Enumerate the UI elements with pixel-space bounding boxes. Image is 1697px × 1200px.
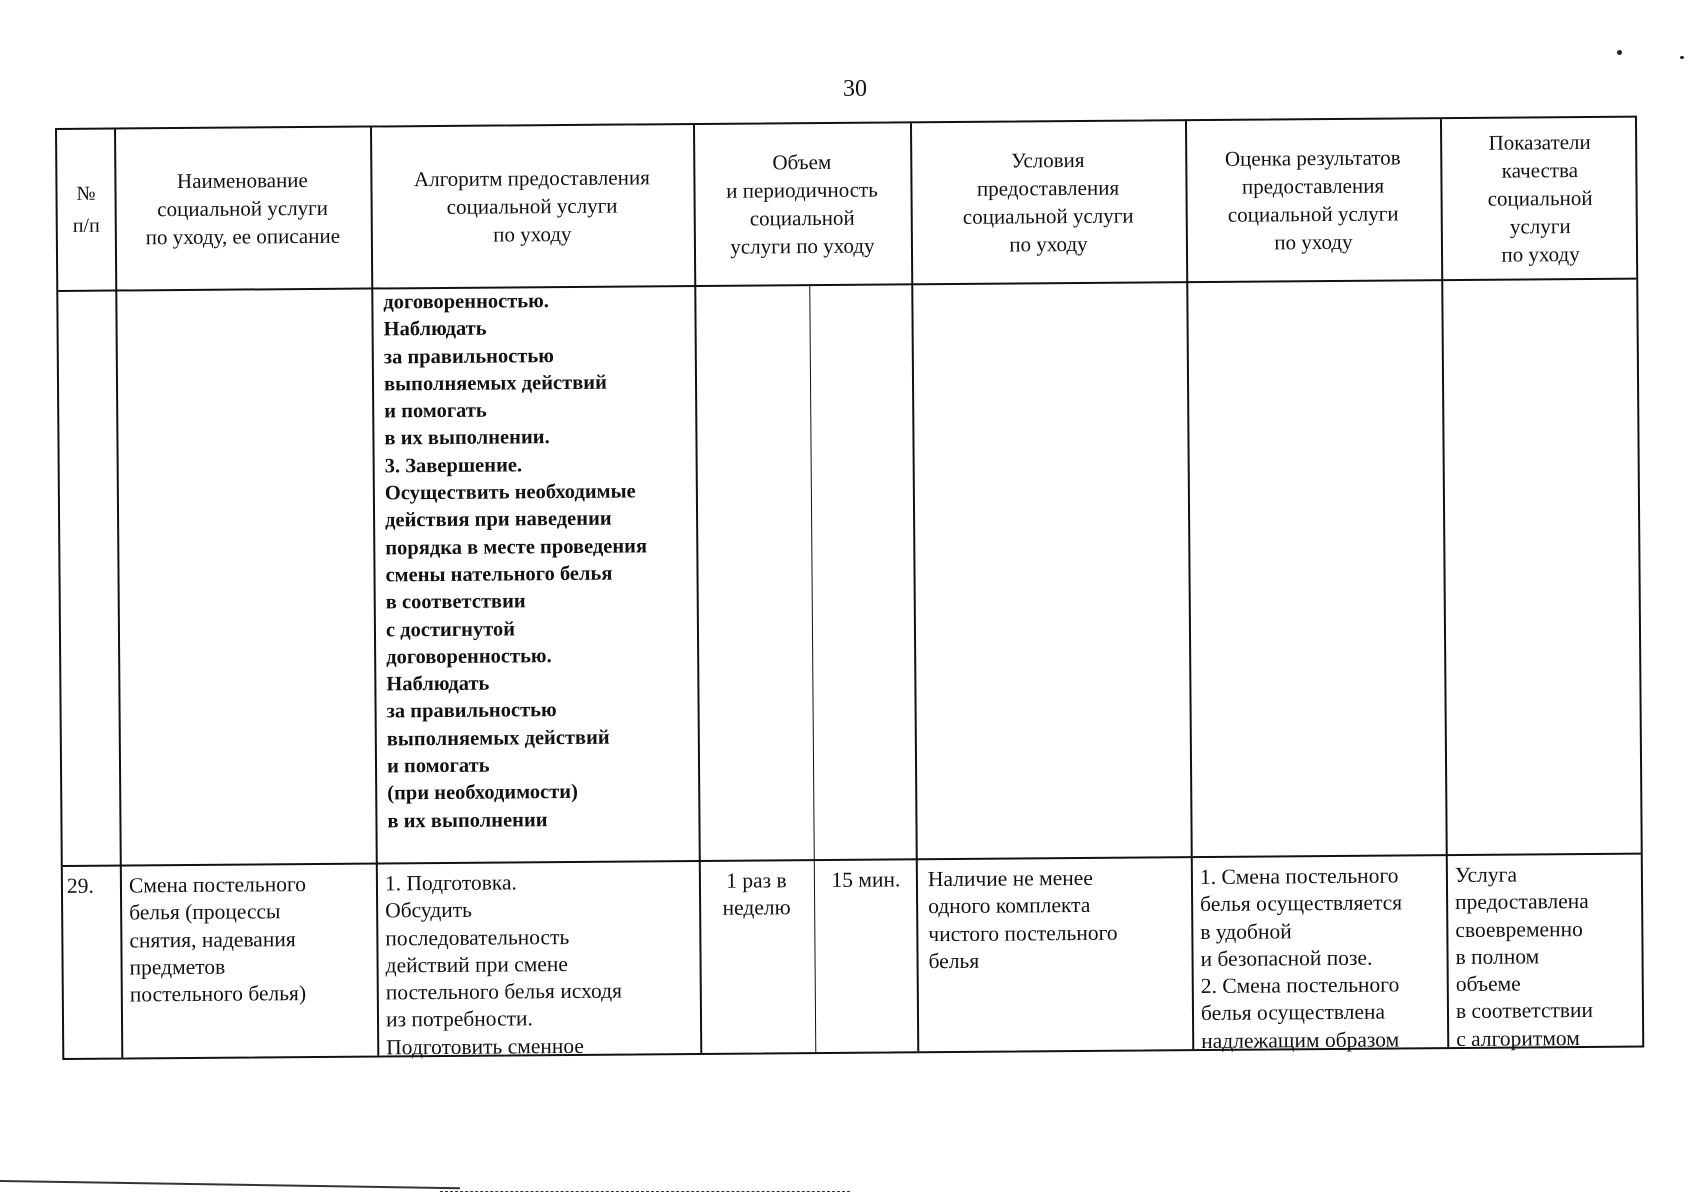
row-29-quality: Услуга предоставлена своевременно в полном объеме в соответствии с алгоритмом	[1454, 862, 1594, 1051]
page-number: 30	[843, 76, 867, 102]
header-quality: Показатели качества социальной услуги по уходу	[1487, 129, 1593, 267]
scan-speck	[1680, 56, 1684, 59]
scan-speck	[1617, 50, 1622, 55]
services-table	[55, 116, 1644, 1060]
scan-artifact-line	[440, 1191, 850, 1192]
row-29-evaluation: 1. Смена постельного белья осуществляется в удобной и безопасной позе. 2. Смена постельного белья осуществлена надлежащим образом	[1199, 863, 1403, 1053]
row-29-service-name: Смена постельного белья (процессы снятия, надевания предметов постельного белья)	[128, 872, 307, 1007]
row-29-conditions: Наличие не менее одного комплекта чистого постельного белья	[927, 865, 1118, 974]
subcolumn-rule	[809, 284, 816, 1052]
row-29-number: 29.	[66, 873, 94, 898]
header-evaluation: Оценка результатов предоставления социальной услуги по уходу	[1224, 145, 1401, 255]
header-algorithm: Алгоритм предоставления социальной услуги по уходу	[413, 165, 650, 247]
header-service-name: Наименование социальной услуги по уходу, ее описание	[145, 168, 341, 250]
row-29-duration: 15 мин.	[831, 867, 901, 892]
header-conditions: Условия предоставления социальной услуги по уходу	[962, 147, 1134, 257]
continuation-algorithm-text: договоренностью. Наблюдать за правильностью выполняемых действий и помогать в их выполнении. 3. Завершение. Осуществить необходимые действия при наведении порядка в месте проведения смены нательного белья в соответствии с достигнутой договоренностью. Наблюдать за правильностью выполняемых действий и помогать (при необходимости) в их выполнении	[383, 290, 648, 833]
row-29-algorithm: 1. Подготовка. Обсудить последовательность действий при смене постельного белья исходя из потребности. Подготовить сменное	[384, 870, 623, 1060]
scan-artifact-line	[0, 1180, 460, 1189]
header-number: № п/п	[72, 182, 100, 237]
header-volume-frequency: Объем и периодичность социальной услуги по уходу	[726, 149, 878, 259]
row-29-frequency: 1 раз в неделю	[722, 868, 791, 921]
